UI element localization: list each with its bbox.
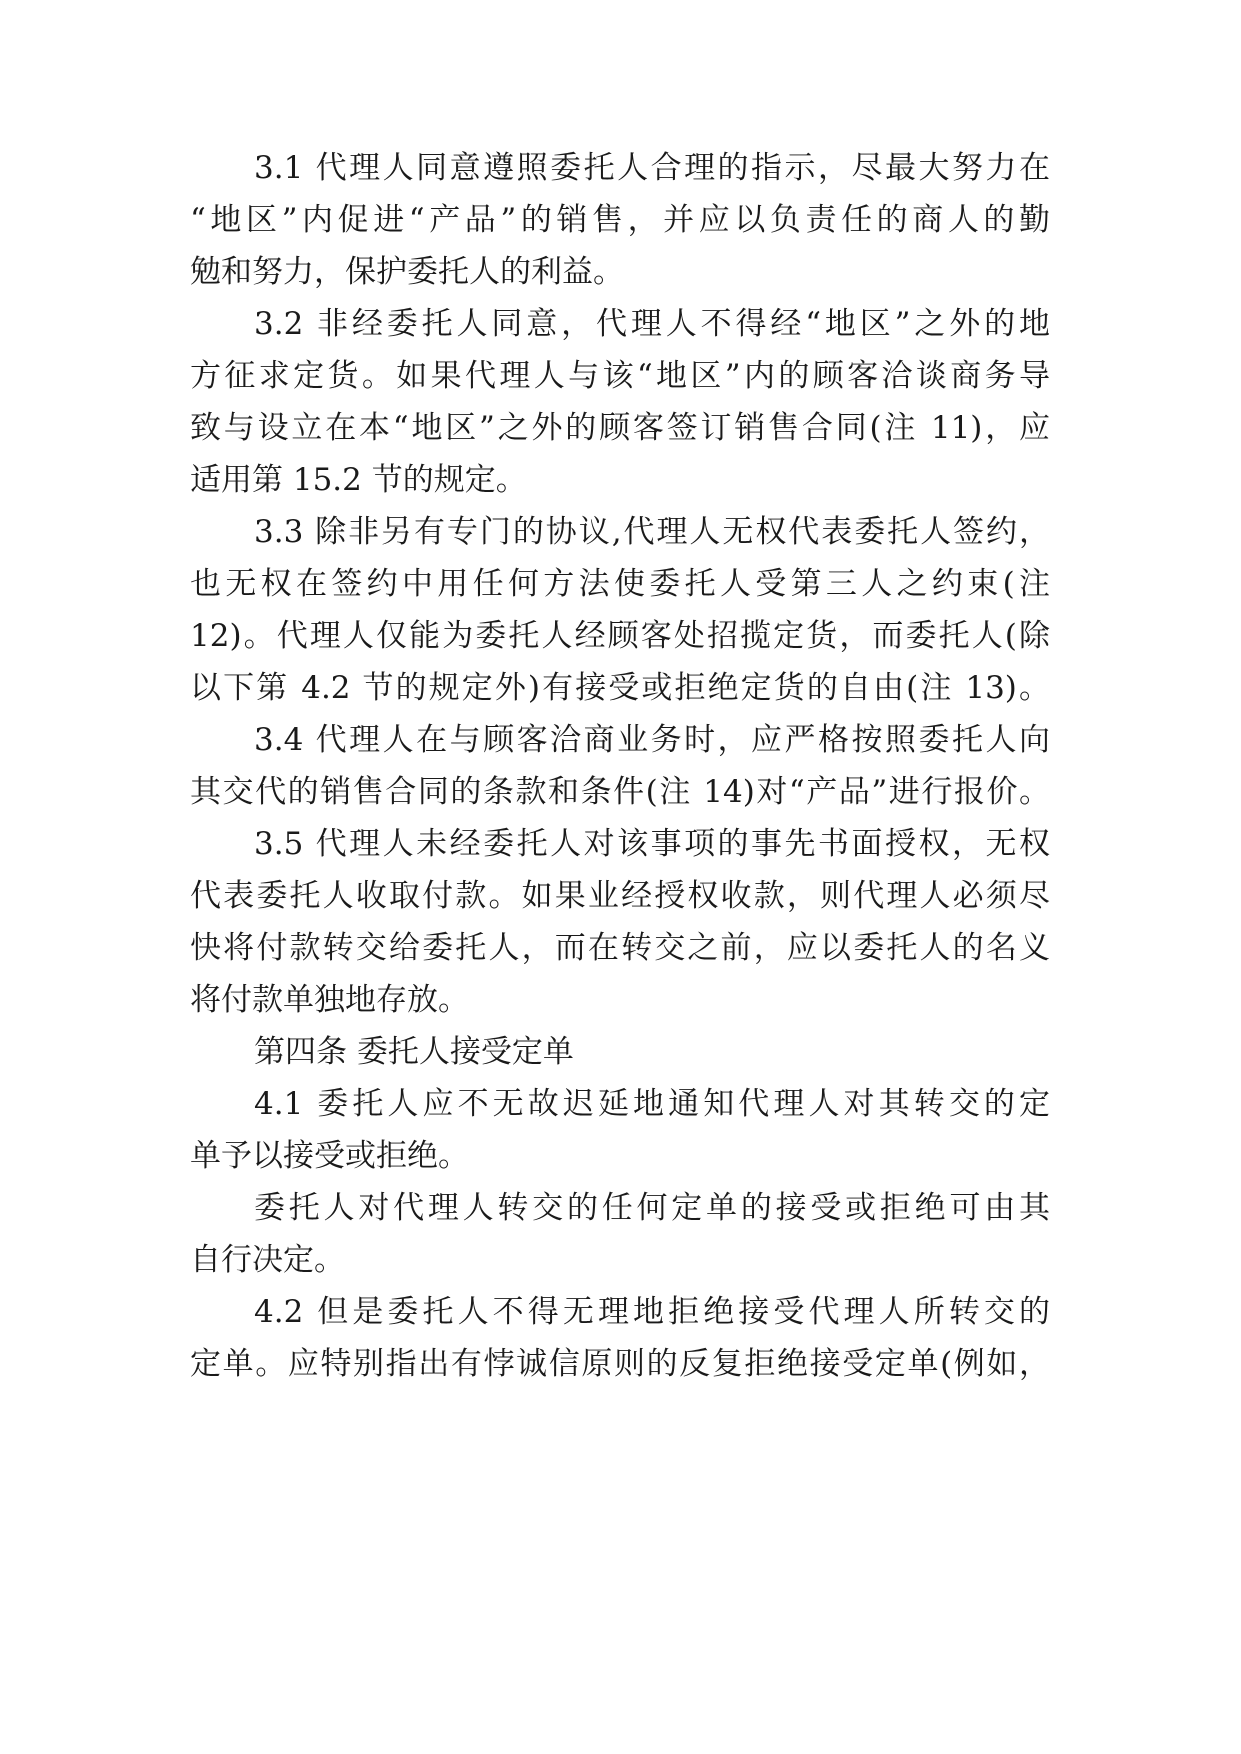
paragraph-4-1b-line-2: 自行决定。 [190,1242,345,1278]
paragraph-3-5-line-2: 代表委托人收取付款。如果业经授权收款，则代理人必须尽 [190,878,1050,914]
paragraph-4-1-line-1: 4.1 委托人应不无故迟延地通知代理人对其转交的定 [254,1086,1050,1122]
paragraph-3-4-line-2: 其交代的销售合同的条款和条件(注 14)对“产品”进行报价。 [190,774,1050,810]
paragraph-4-1-line-2: 单予以接受或拒绝。 [190,1138,469,1174]
paragraph-3-1-line-1: 3.1 代理人同意遵照委托人合理的指示，尽最大努力在 [254,150,1050,186]
paragraph-3-5-line-1: 3.5 代理人未经委托人对该事项的事先书面授权，无权 [254,826,1050,862]
paragraph-3-3-line-3: 12)。代理人仅能为委托人经顾客处招揽定货，而委托人(除 [190,618,1050,654]
paragraph-4-2-line-1: 4.2 但是委托人不得无理地拒绝接受代理人所转交的 [254,1294,1050,1330]
paragraph-4-1b-line-1: 委托人对代理人转交的任何定单的接受或拒绝可由其 [254,1190,1050,1226]
paragraph-3-5-line-3: 快将付款转交给委托人，而在转交之前，应以委托人的名义 [190,930,1050,966]
paragraph-3-2-line-1: 3.2 非经委托人同意，代理人不得经“地区”之外的地 [254,306,1050,342]
paragraph-3-3-line-4: 以下第 4.2 节的规定外)有接受或拒绝定货的自由(注 13)。 [190,670,1050,706]
paragraph-4-2-line-2: 定单。应特别指出有悖诚信原则的反复拒绝接受定单(例如， [190,1346,1050,1382]
paragraph-3-1-line-2: “地区”内促进“产品”的销售，并应以负责任的商人的勤 [190,202,1050,238]
paragraph-3-2-line-2: 方征求定货。如果代理人与该“地区”内的顾客洽谈商务导 [190,358,1050,394]
paragraph-3-4-line-1: 3.4 代理人在与顾客洽商业务时，应严格按照委托人向 [254,722,1050,758]
paragraph-3-3-line-2: 也无权在签约中用任何方法使委托人受第三人之约束(注 [190,566,1050,602]
paragraph-3-3-line-1: 3.3 除非另有专门的协议,代理人无权代表委托人签约， [254,514,1050,550]
paragraph-3-5-line-4: 将付款单独地存放。 [190,982,469,1018]
paragraph-3-2-line-3: 致与设立在本“地区”之外的顾客签订销售合同(注 11)，应 [190,410,1050,446]
article-4-heading: 第四条 委托人接受定单 [254,1034,574,1070]
paragraph-3-2-line-4: 适用第 15.2 节的规定。 [190,462,527,498]
paragraph-3-1-line-3: 勉和努力，保护委托人的利益。 [190,254,624,290]
